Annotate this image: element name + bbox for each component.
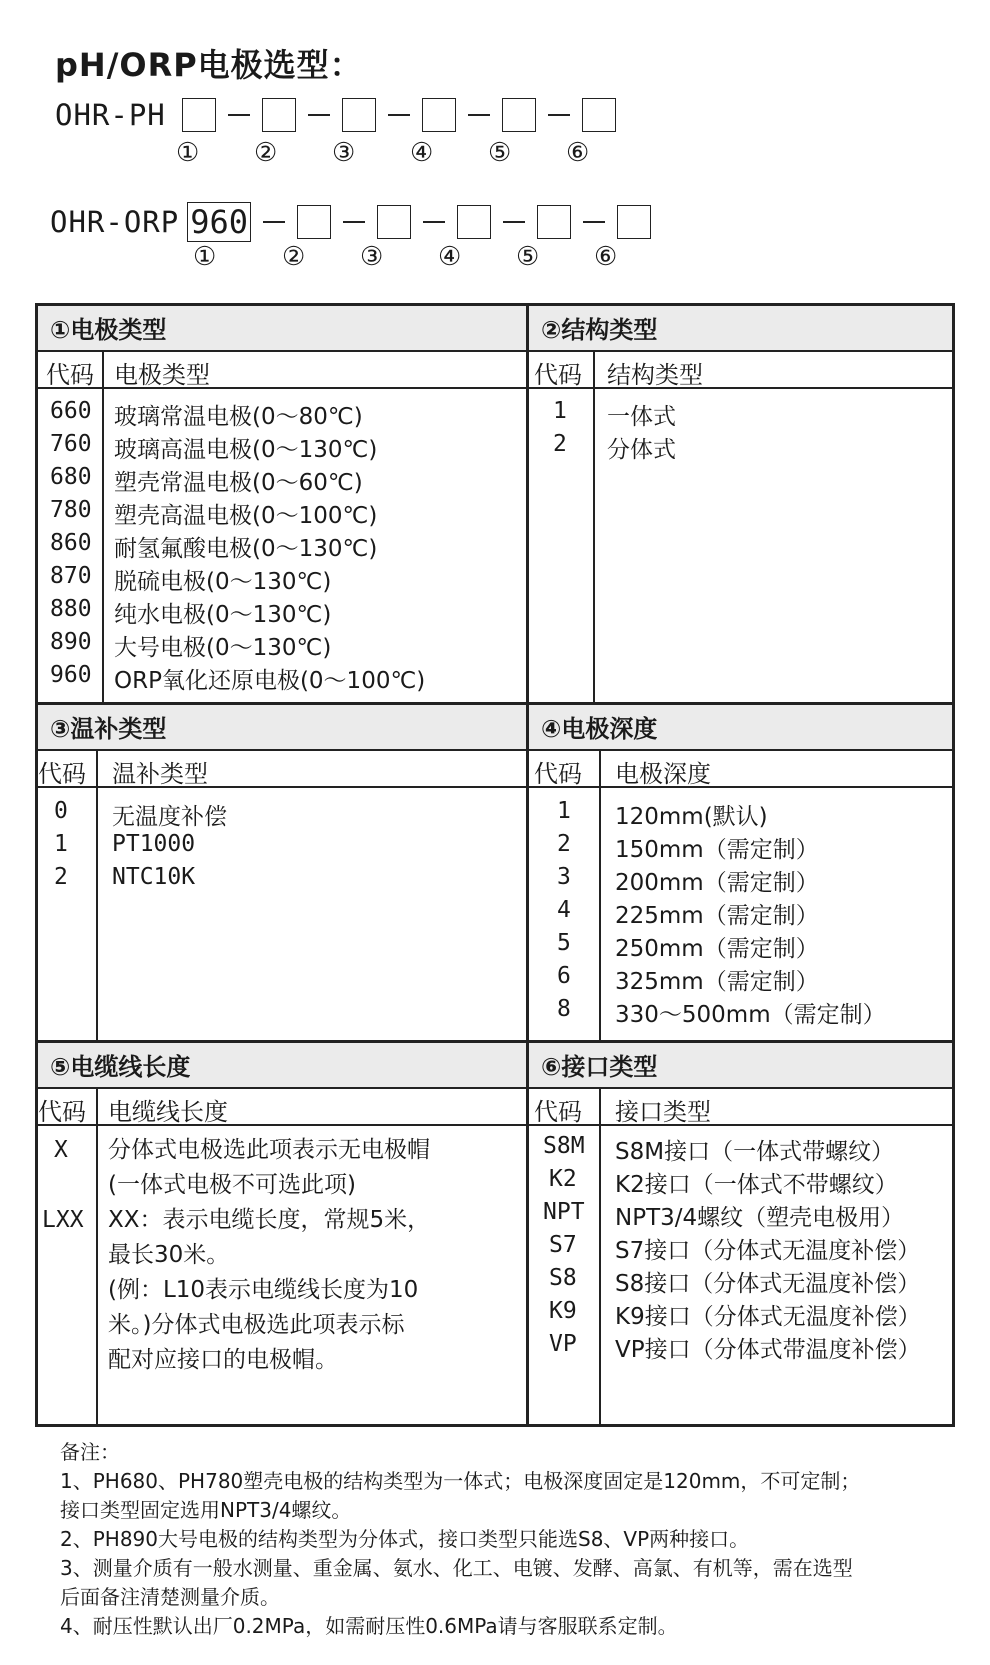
column-header [529,1089,952,1126]
section-header: ③温补类型 [38,705,526,751]
page-title: pH/ORP电极选型： [55,46,363,84]
row-name: K2接口（一体式不带螺纹） [615,1172,898,1198]
row-code: 8 [557,996,571,1022]
selection-table [35,303,955,1427]
section-header: ②结构类型 [529,306,952,352]
table-row [529,1133,952,1168]
row-code: 890 [50,629,92,655]
section-interface-type [529,1043,952,1424]
section-header: ⑤电缆线长度 [38,1043,526,1089]
row-name: ORP氧化还原电极(0～100℃) [114,668,426,694]
row-code: 760 [50,431,92,457]
column-header [38,1089,526,1126]
section-header: ④电极深度 [529,705,952,751]
code-box [377,205,411,239]
row-name: PT1000 [112,831,196,857]
row-code: NPT [543,1199,585,1225]
table-row [38,831,526,866]
section-structure-type [529,306,952,702]
table-row [529,1265,952,1300]
table-row [38,629,526,664]
position-marker: ③ [332,138,356,168]
row-code: 870 [50,563,92,589]
inner-divider [96,1089,98,1424]
section-header: ①电极类型 [38,306,526,352]
dash [228,114,250,116]
col-name-label: 电极类型 [114,361,210,389]
description-line: 米。)分体式电极选此项表示标 [108,1312,405,1338]
row-description [108,1203,430,1378]
table-row [38,798,526,833]
row-name: 塑壳高温电极(0～100℃) [114,503,378,529]
row-code: LXX [42,1207,84,1233]
row-code: X [54,1137,68,1163]
row-code: S7 [549,1232,577,1258]
ph-prefix: OHR-PH [55,98,166,132]
ph-model-code [55,98,616,132]
section-electrode-type [38,306,526,702]
row-name: 200mm（需定制） [615,870,819,896]
row-name: 250mm（需定制） [615,936,819,962]
table-row [38,563,526,598]
row-name: NPT3/4螺纹（塑壳电极用） [615,1205,905,1231]
table-row [529,963,952,998]
row-code: 780 [50,497,92,523]
notes [60,1438,960,1641]
row-code: 660 [50,398,92,424]
row-name: 225mm（需定制） [615,903,819,929]
table-row [529,431,952,466]
table-row [38,431,526,466]
row-code: 4 [557,897,571,923]
section-cable-length [38,1043,526,1424]
table-row [529,1199,952,1234]
description-line: (一体式电极不可选此项) [108,1172,356,1198]
orp-prefix: OHR-ORP [50,205,180,239]
row-code: S8M [543,1133,585,1159]
row-code: 680 [50,464,92,490]
code-box [457,205,491,239]
row-code: 960 [50,662,92,688]
row-name: K9接口（分体式无温度补偿） [615,1304,921,1330]
code-box [297,205,331,239]
note-line: 1、PH680、PH780塑壳电极的结构类型为一体式；电极深度固定是120mm，不可定制； [60,1469,861,1493]
table-row [529,897,952,932]
code-box [262,98,296,132]
col-code-label: 代码 [46,361,94,389]
position-marker: ③ [360,242,384,272]
position-marker: ④ [438,242,462,272]
description-line: XX：表示电缆长度，常规5米， [108,1207,431,1233]
row-name: 玻璃常温电极(0～80℃) [114,404,363,430]
table-row [529,930,952,965]
notes-heading: 备注： [60,1440,120,1464]
row-code: 1 [557,798,571,824]
dash [388,114,410,116]
row-name: 120mm(默认) [615,804,768,830]
col-name-label: 电极深度 [615,760,711,788]
note-line: 接口类型固定选用NPT3/4螺纹。 [60,1498,352,1522]
table-row [38,530,526,565]
row-name: 塑壳常温电极(0～60℃) [114,470,363,496]
code-box [582,98,616,132]
row-name: 330～500mm（需定制） [615,1002,886,1028]
row-code: 1 [553,398,567,424]
row-name: S8接口（分体式无温度补偿） [615,1271,921,1297]
row-code: S8 [549,1265,577,1291]
table-row [529,864,952,899]
row-name: 耐氢氟酸电极(0～130℃) [114,536,378,562]
note-line: 4、耐压性默认出厂0.2MPa，如需耐压性0.6MPa请与客服联系定制。 [60,1614,678,1638]
table-row [38,398,526,433]
dash [308,114,330,116]
table-row [38,864,526,899]
col-code-label: 代码 [534,760,582,788]
row-code: 2 [553,431,567,457]
column-header [38,751,526,788]
row-code: VP [549,1331,577,1357]
row-code: 6 [557,963,571,989]
row-name: 分体式 [607,437,676,463]
row-name: 纯水电极(0～130℃) [114,602,332,628]
orp-model-code [50,202,651,242]
position-marker: ② [282,242,306,272]
description-line: 分体式电极选此项表示无电极帽 [108,1137,430,1163]
row-name: NTC10K [112,864,196,890]
position-marker: ④ [410,138,434,168]
col-code-label: 代码 [38,760,86,788]
row-code: 1 [54,831,68,857]
dash [263,221,285,223]
fixed-code-box: 960 [187,202,251,242]
dash [423,221,445,223]
row-code: 3 [557,864,571,890]
row-code: K2 [549,1166,577,1192]
col-code-label: 代码 [38,1098,86,1126]
table-row [529,831,952,866]
note-line: 3、测量介质有一般水测量、重金属、氨水、化工、电镀、发酵、高氯、有机等，需在选型 [60,1556,853,1580]
position-marker: ⑤ [516,242,540,272]
code-box [617,205,651,239]
row-code: 880 [50,596,92,622]
row-name: 玻璃高温电极(0～130℃) [114,437,378,463]
column-header [38,352,526,389]
code-box [342,98,376,132]
table-row [38,662,526,697]
dash [503,221,525,223]
table-row [529,996,952,1031]
col-name-label: 结构类型 [607,361,703,389]
row-code: 860 [50,530,92,556]
col-name-label: 温补类型 [112,760,208,788]
code-box [182,98,216,132]
row-code: 0 [54,798,68,824]
position-marker: ① [193,242,217,272]
table-row [38,464,526,499]
position-marker: ⑥ [594,242,618,272]
code-box [422,98,456,132]
section-header: ⑥接口类型 [529,1043,952,1089]
table-row [529,798,952,833]
col-code-label: 代码 [534,361,582,389]
row-code: K9 [549,1298,577,1324]
row-name: 150mm（需定制） [615,837,819,863]
dash [468,114,490,116]
note-line: 2、PH890大号电极的结构类型为分体式，接口类型只能选S8、VP两种接口。 [60,1527,750,1551]
table-row [529,1331,952,1366]
table-row [529,398,952,433]
position-marker: ① [176,138,200,168]
row-name: S7接口（分体式无温度补偿） [615,1238,921,1264]
description-line: 配对应接口的电极帽。 [108,1347,338,1373]
section-electrode-depth [529,705,952,1040]
row-code: 2 [54,864,68,890]
note-line: 后面备注清楚测量介质。 [60,1585,280,1609]
description-line: 最长30米。 [108,1242,230,1268]
row-name: VP接口（分体式带温度补偿） [615,1337,921,1363]
row-name: 一体式 [607,404,676,430]
position-marker: ⑥ [566,138,590,168]
row-code: 2 [557,831,571,857]
row-name: 大号电极(0～130℃) [114,635,332,661]
column-header [529,751,952,788]
table-row [529,1298,952,1333]
dash [583,221,605,223]
code-box [502,98,536,132]
section-temp-compensation [38,705,526,1040]
description-line: (例：L10表示电缆线长度为10 [108,1277,419,1303]
dash [343,221,365,223]
dash [548,114,570,116]
table-row [38,497,526,532]
row-name: 325mm（需定制） [615,969,819,995]
code-box [537,205,571,239]
table-row [529,1232,952,1267]
row-description [108,1133,430,1203]
table-row [529,1166,952,1201]
position-marker: ⑤ [488,138,512,168]
col-name-label: 接口类型 [615,1098,711,1126]
table-row [38,596,526,631]
row-code: 5 [557,930,571,956]
col-code-label: 代码 [534,1098,582,1126]
position-marker: ② [254,138,278,168]
col-name-label: 电缆线长度 [108,1098,228,1126]
row-name: S8M接口（一体式带螺纹） [615,1139,895,1165]
row-name: 无温度补偿 [112,804,227,830]
row-name: 脱硫电极(0～130℃) [114,569,332,595]
